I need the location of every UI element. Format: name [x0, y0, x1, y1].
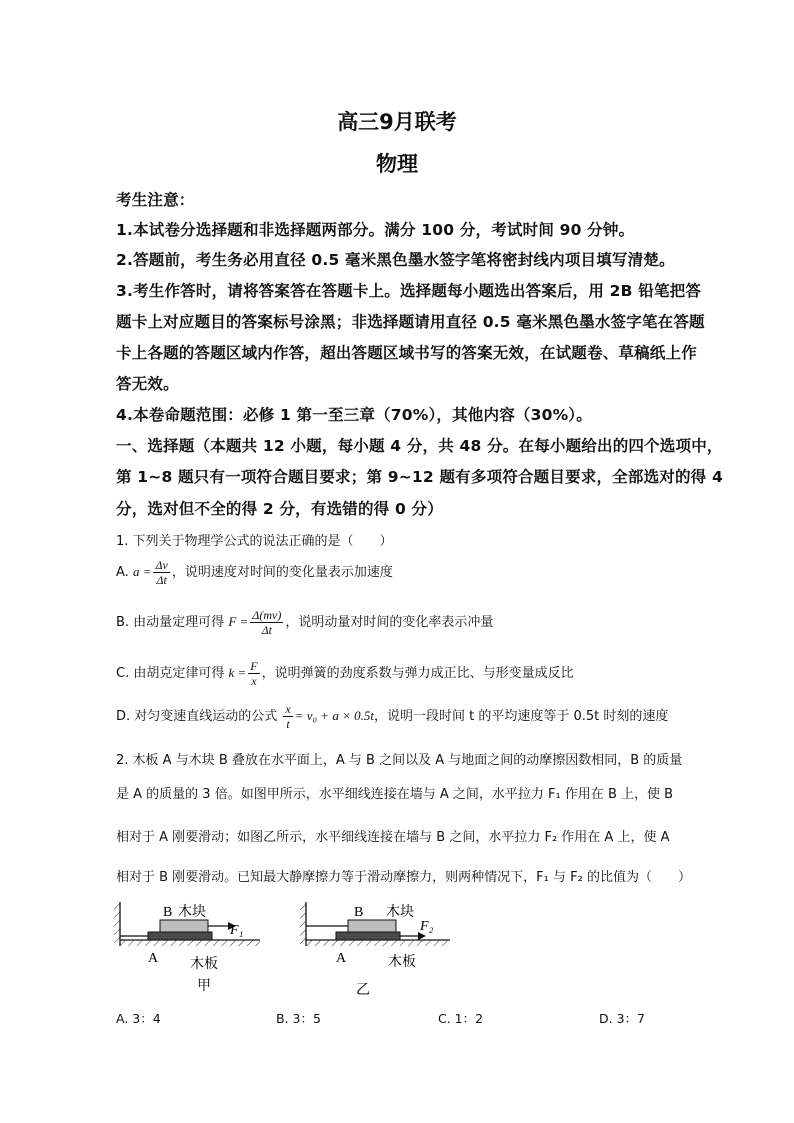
caption: 乙	[356, 983, 370, 998]
option-text: ，说明速度对时间的变化量表示加速度	[171, 565, 393, 580]
notice-line: 4.本卷命题范围：必修 1 第一至三章（70%），其他内容（30%）。	[116, 406, 592, 424]
question-1-stem: 1. 下列关于物理学公式的说法正确的是（ ）	[116, 534, 393, 549]
fraction	[153, 558, 169, 587]
label-b: B	[354, 905, 364, 920]
formula-rhs: = v₀ + a × 0.5t	[294, 708, 374, 723]
label-a: A	[148, 951, 159, 966]
option-label: B. 由动量定理可得	[116, 615, 229, 630]
label-a: A	[336, 951, 347, 966]
label-block: 木块	[386, 905, 414, 920]
label-block: 木块	[178, 905, 206, 920]
figure-yi	[300, 902, 450, 998]
notice-line: 答无效。	[116, 375, 179, 393]
fraction	[248, 659, 259, 688]
option-label: A.	[116, 565, 133, 580]
section-line: 第 1~8 题只有一项符合题目要求；第 9~12 题有多项符合题目要求，全部选对的得 4	[116, 468, 723, 486]
denominator: x	[251, 674, 257, 688]
ground-hatch	[306, 940, 450, 946]
ground-hatch	[120, 940, 260, 946]
figure-jia	[114, 902, 260, 994]
denominator: Δt	[156, 573, 167, 587]
subject-title: 物理	[376, 152, 418, 176]
formula-lhs: a =	[132, 564, 152, 579]
q1-option-c	[116, 659, 574, 688]
board-a	[336, 932, 400, 940]
formula-lhs: F =	[228, 614, 249, 629]
numerator: Δ(mv)	[252, 608, 282, 622]
fraction	[283, 702, 292, 731]
label-b: B	[163, 905, 173, 920]
denominator: Δt	[261, 623, 272, 637]
fraction	[250, 608, 283, 637]
question-2-line: 是 A 的质量的 3 倍。如图甲所示，水平细线连接在墙与 A 之间，水平拉力 F₁ 作用在 B 上，使 B	[116, 787, 674, 802]
question-2-line: 2. 木板 A 与木块 B 叠放在水平面上，A 与 B 之间以及 A 与地面之间的动摩擦因数相同，B 的质量	[116, 753, 683, 768]
option-label: C. 由胡克定律可得	[116, 666, 229, 681]
numerator: Δv	[155, 558, 168, 572]
notice-line: 卡上各题的答题区域内作答，超出答题区域书写的答案无效，在试题卷、草稿纸上作	[116, 344, 697, 362]
q2-option-d: D. 3：7	[599, 1011, 645, 1026]
notice-line: 1.本试卷分选择题和非选择题两部分。满分 100 分，考试时间 90 分钟。	[116, 221, 635, 239]
q2-option-c: C. 1：2	[438, 1011, 484, 1026]
notice-line: 题卡上对应题目的答案标号涂黑；非选择题请用直径 0.5 毫米黑色墨水签字笔在答题	[116, 313, 705, 331]
denominator: t	[286, 717, 290, 731]
q1-option-a	[116, 558, 393, 587]
section-line: 一、选择题（本题共 12 小题，每小题 4 分，共 48 分。在每小题给出的四个选项中，	[116, 437, 723, 455]
caption: 甲	[197, 979, 211, 994]
notice-line: 3.考生作答时，请将答案答在答题卡上。选择题每小题选出答案后，用 2B 铅笔把答	[116, 282, 702, 300]
numerator: x	[285, 702, 291, 716]
q1-option-b	[116, 608, 493, 637]
q2-option-b: B. 3：5	[276, 1011, 321, 1026]
wall-hatch	[114, 902, 120, 946]
section-line: 分，选对但不全的得 2 分，有选错的得 0 分）	[116, 500, 443, 518]
exam-title: 高三9月联考	[337, 110, 457, 134]
label-force: F₂	[420, 919, 434, 934]
board-a	[148, 932, 212, 940]
question-2-line: 相对于 A 刚要滑动；如图乙所示，水平细线连接在墙与 B 之间，水平拉力 F₂ 作用在 A 上，使 A	[116, 830, 670, 845]
notice-line: 2.答题前，考生务必用直径 0.5 毫米黑色墨水签字笔将密封线内项目填写清楚。	[116, 251, 675, 269]
q2-option-a: A. 3：4	[116, 1011, 161, 1026]
notice-heading: 考生注意：	[116, 191, 195, 209]
option-text: ，说明一段时间 t 的平均速度等于 0.5t 时刻的速度	[373, 709, 669, 724]
option-text: ，说明弹簧的劲度系数与弹力成正比、与形变量成反比	[261, 666, 574, 681]
option-text: ，说明动量对时间的变化率表示冲量	[285, 615, 494, 630]
option-label: D. 对匀变速直线运动的公式	[116, 709, 282, 724]
label-force: F₁	[230, 923, 244, 938]
label-board: 木板	[190, 957, 218, 972]
question-2-line: 相对于 B 刚要滑动。已知最大静摩擦力等于滑动摩擦力，则两种情况下，F₁ 与 F₂ 的比值为（ ）	[116, 870, 691, 885]
block-b	[348, 920, 396, 932]
friction-figure	[110, 896, 470, 1002]
q1-option-d	[116, 702, 668, 731]
formula-lhs: k =	[228, 665, 247, 680]
numerator: F	[250, 659, 258, 673]
block-b	[160, 920, 208, 932]
wall-hatch	[300, 902, 306, 946]
label-board: 木板	[388, 955, 416, 970]
